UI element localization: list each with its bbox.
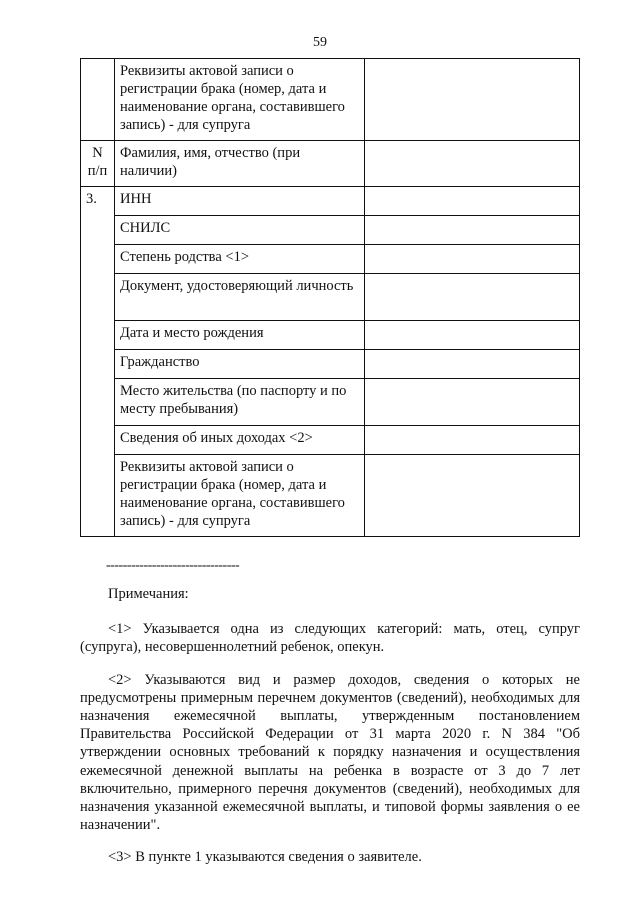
table-row bbox=[81, 455, 580, 537]
table-row bbox=[81, 426, 580, 455]
field-value bbox=[365, 350, 580, 379]
table-row bbox=[81, 274, 580, 321]
field-value bbox=[365, 321, 580, 350]
notes-section bbox=[80, 585, 580, 881]
note-3: <3> В пункте 1 указываются сведения о заявителе. bbox=[108, 849, 422, 866]
notes-heading: Примечания: bbox=[108, 586, 189, 602]
table-row bbox=[81, 59, 580, 141]
field-label: ИНН bbox=[115, 187, 365, 216]
table-row bbox=[81, 350, 580, 379]
note-2: <2> Указываются вид и размер доходов, сведения о которых не предусмотрены примерным перечнем документов (сведений), необходимых для назначения ежемесячной выплаты, утвержденным постановлением Правительства Российской Федерации от 31 марта 2020 г. N 384 "Об утверждении основных требований к порядку назначения и осуществления ежемесячной денежной выплаты на ребенка в возрасте от 3 до 7 лет включительно, примерного перечня документов (сведений), необходимых для назначения указанной ежемесячной выплаты, и типовой формы заявления о ее назначении". bbox=[80, 671, 580, 834]
field-value bbox=[365, 274, 580, 321]
field-value bbox=[365, 141, 580, 187]
footnote-separator: -------------------------------- bbox=[106, 558, 240, 573]
field-label: Реквизиты актовой записи о регистрации брака (номер, дата и наименование органа, составившего запись) - для супруга bbox=[115, 59, 365, 141]
field-label: Реквизиты актовой записи о регистрации брака (номер, дата и наименование органа, составившего запись) - для супруга bbox=[115, 455, 365, 537]
table-header-row bbox=[81, 141, 580, 187]
row-number-header: N п/п bbox=[81, 141, 115, 187]
field-label: Гражданство bbox=[115, 350, 365, 379]
field-value bbox=[365, 426, 580, 455]
page-number: 59 bbox=[313, 35, 327, 50]
field-label: Сведения об иных доходах <2> bbox=[115, 426, 365, 455]
field-label: Дата и место рождения bbox=[115, 321, 365, 350]
field-label: Степень родства <1> bbox=[115, 245, 365, 274]
field-label: СНИЛС bbox=[115, 216, 365, 245]
field-value bbox=[365, 59, 580, 141]
table-row bbox=[81, 379, 580, 426]
field-label: Документ, удостоверяющий личность bbox=[115, 274, 365, 321]
note-1: <1> Указывается одна из следующих категорий: мать, отец, супруг (супруга), несовершеннолетний ребенок, опекун. bbox=[80, 621, 580, 656]
applicant-info-table bbox=[80, 58, 580, 537]
table-row bbox=[81, 321, 580, 350]
table-row bbox=[81, 187, 580, 216]
field-label: Фамилия, имя, отчество (при наличии) bbox=[115, 141, 365, 187]
field-value bbox=[365, 216, 580, 245]
field-value bbox=[365, 455, 580, 537]
table-row bbox=[81, 216, 580, 245]
row-number: 3. bbox=[81, 187, 115, 537]
field-value bbox=[365, 245, 580, 274]
field-value bbox=[365, 187, 580, 216]
field-value bbox=[365, 379, 580, 426]
table-row bbox=[81, 245, 580, 274]
table-cell-empty bbox=[81, 59, 115, 141]
field-label: Место жительства (по паспорту и по месту пребывания) bbox=[115, 379, 365, 426]
